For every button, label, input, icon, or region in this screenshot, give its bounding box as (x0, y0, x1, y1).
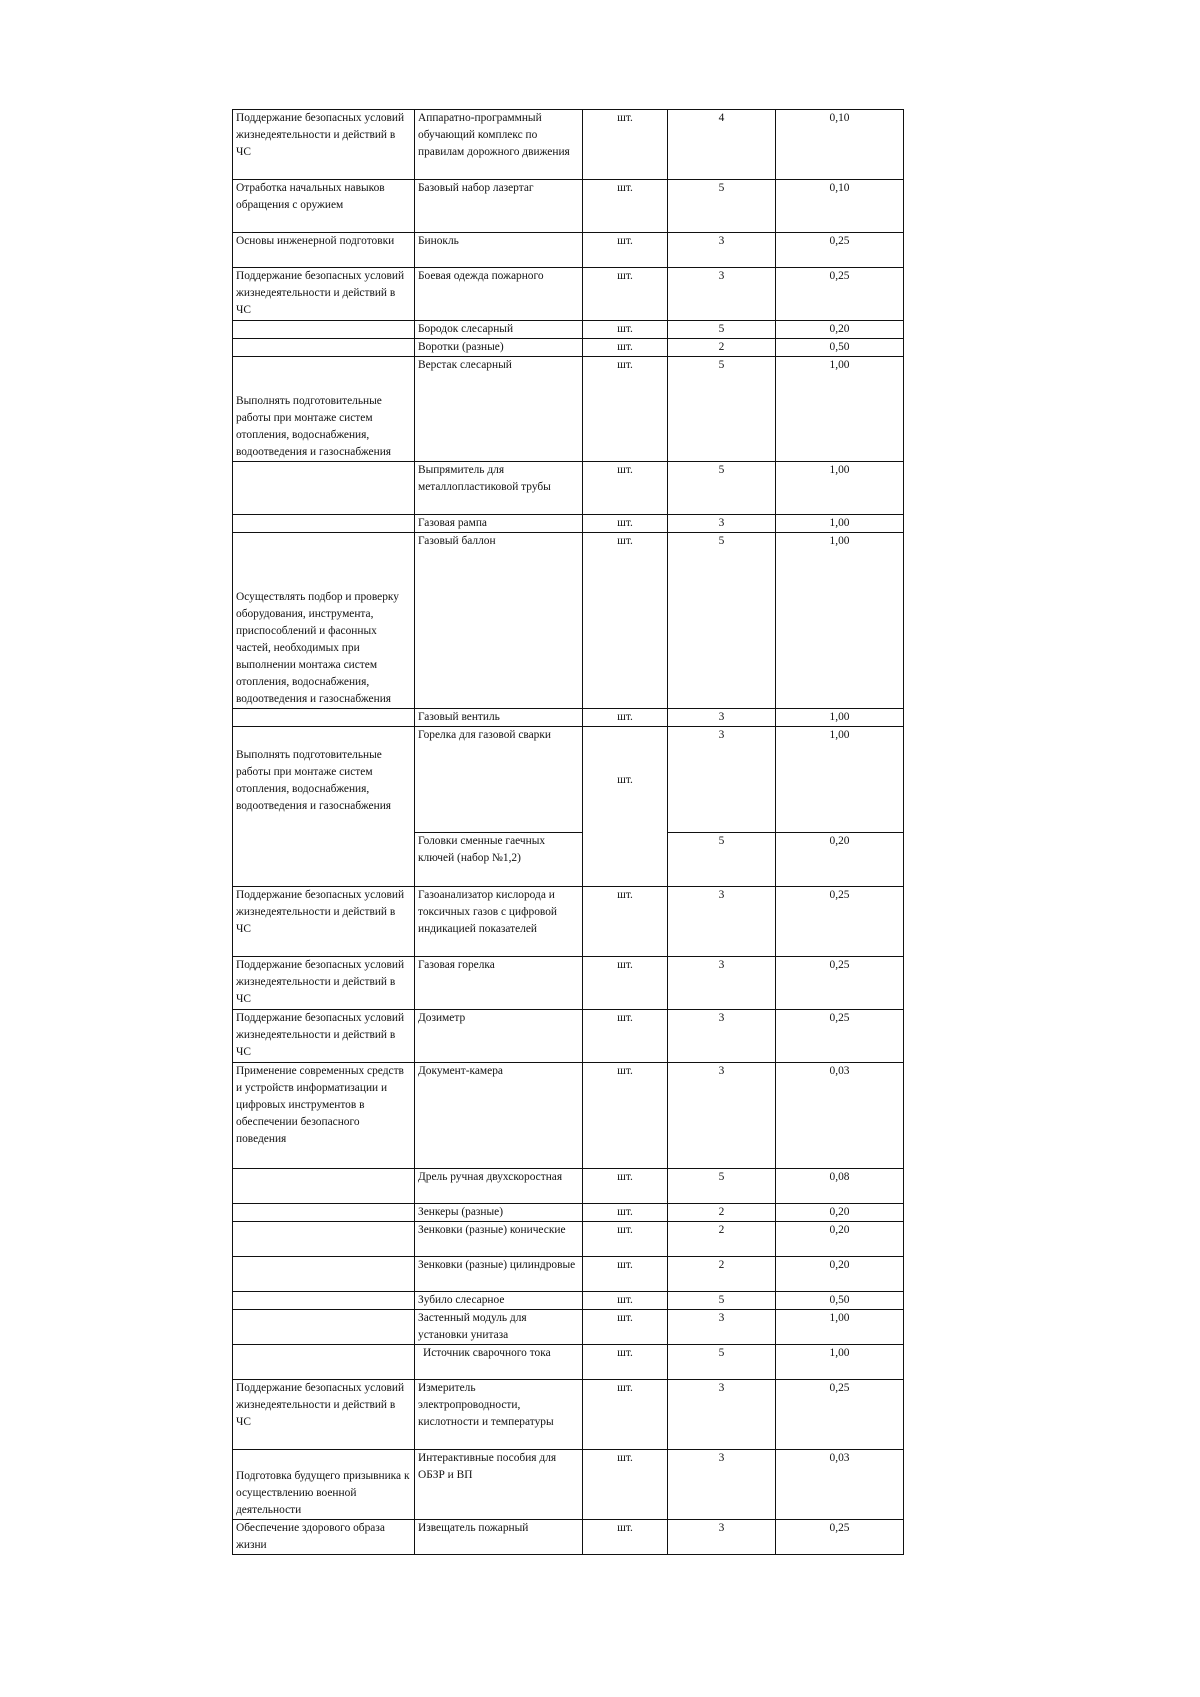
unit-cell: шт. (583, 1063, 668, 1169)
activity-cell: Основы инженерной подготовки (233, 233, 415, 268)
unit-cell: шт. (583, 709, 668, 727)
activity-cell: Поддержание безопасных условий жизнедеятельности и действий в ЧС (233, 957, 415, 1010)
quantity-cell: 3 (668, 957, 776, 1010)
equipment-cell: Газоанализатор кислорода и токсичных газов с цифровой индикацией показателей (415, 887, 583, 957)
table-row (233, 1169, 904, 1204)
table-row (233, 957, 904, 1010)
unit-cell: шт. (583, 180, 668, 233)
equipment-cell: Бородок слесарный (415, 321, 583, 339)
quantity-cell: 5 (668, 1292, 776, 1310)
table-row (233, 1380, 904, 1450)
norm-cell: 0,03 (776, 1063, 904, 1169)
quantity-cell: 5 (668, 180, 776, 233)
norm-cell: 0,08 (776, 1169, 904, 1204)
activity-cell (233, 1169, 415, 1204)
quantity-cell: 3 (668, 1010, 776, 1063)
equipment-cell: Боевая одежда пожарного (415, 268, 583, 321)
activity-cell: Выполнять подготовительные работы при монтаже систем отопления, водоснабжения, водоотведения и газоснабжения (233, 727, 415, 887)
norm-cell: 1,00 (776, 357, 904, 462)
activity-cell: Отработка начальных навыков обращения с оружием (233, 180, 415, 233)
table-row (233, 268, 904, 321)
table-row (233, 321, 904, 339)
norm-cell: 0,20 (776, 833, 904, 887)
table-row (233, 357, 904, 462)
table-row (233, 1010, 904, 1063)
table-row (233, 515, 904, 533)
unit-cell: шт. (583, 268, 668, 321)
norm-cell: 0,20 (776, 1222, 904, 1257)
quantity-cell: 2 (668, 1257, 776, 1292)
equipment-table (232, 109, 904, 1555)
quantity-cell: 4 (668, 110, 776, 180)
equipment-cell: Дрель ручная двухскоростная (415, 1169, 583, 1204)
activity-cell (233, 1204, 415, 1222)
table-row (233, 1292, 904, 1310)
equipment-cell: Документ-камера (415, 1063, 583, 1169)
equipment-cell: Горелка для газовой сварки (415, 727, 583, 833)
equipment-cell: Газовая рампа (415, 515, 583, 533)
activity-cell: Поддержание безопасных условий жизнедеятельности и действий в ЧС (233, 1010, 415, 1063)
unit-cell: шт. (583, 110, 668, 180)
quantity-cell: 3 (668, 1380, 776, 1450)
equipment-cell: Газовый баллон (415, 533, 583, 709)
norm-cell: 0,25 (776, 887, 904, 957)
activity-cell (233, 321, 415, 339)
quantity-cell: 5 (668, 462, 776, 515)
norm-cell: 0,25 (776, 1380, 904, 1450)
equipment-cell: Зенковки (разные) цилиндровые (415, 1257, 583, 1292)
norm-cell: 1,00 (776, 709, 904, 727)
table-row (233, 233, 904, 268)
norm-cell: 0,03 (776, 1450, 904, 1520)
quantity-cell: 5 (668, 321, 776, 339)
unit-cell: шт. (583, 1010, 668, 1063)
norm-cell: 1,00 (776, 462, 904, 515)
equipment-cell: Верстак слесарный (415, 357, 583, 462)
activity-cell (233, 709, 415, 727)
table-row (233, 1204, 904, 1222)
unit-cell: шт. (583, 339, 668, 357)
quantity-cell: 3 (668, 1520, 776, 1555)
quantity-cell: 3 (668, 268, 776, 321)
equipment-cell: Застенный модуль для установки унитаза (415, 1310, 583, 1345)
equipment-cell: Извещатель пожарный (415, 1520, 583, 1555)
norm-cell: 0,20 (776, 1204, 904, 1222)
unit-cell: шт. (583, 357, 668, 462)
quantity-cell: 3 (668, 709, 776, 727)
norm-cell: 0,25 (776, 233, 904, 268)
norm-cell: 1,00 (776, 727, 904, 833)
activity-cell: Поддержание безопасных условий жизнедеятельности и действий в ЧС (233, 110, 415, 180)
table-row (233, 339, 904, 357)
quantity-cell: 2 (668, 1204, 776, 1222)
norm-cell: 0,50 (776, 339, 904, 357)
quantity-cell: 3 (668, 515, 776, 533)
norm-cell: 0,50 (776, 1292, 904, 1310)
table-row (233, 1450, 904, 1520)
activity-cell (233, 462, 415, 515)
norm-cell: 0,25 (776, 268, 904, 321)
table-row (233, 462, 904, 515)
equipment-cell: Аппаратно-программный обучающий комплекс по правилам дорожного движения (415, 110, 583, 180)
equipment-cell: Бинокль (415, 233, 583, 268)
equipment-cell: Измеритель электропроводности, кислотности и температуры (415, 1380, 583, 1450)
norm-cell: 0,10 (776, 110, 904, 180)
table-row (233, 110, 904, 180)
table-row (233, 887, 904, 957)
unit-cell: шт. (583, 957, 668, 1010)
equipment-cell: Выпрямитель для металлопластиковой трубы (415, 462, 583, 515)
quantity-cell: 3 (668, 887, 776, 957)
table-row (233, 1310, 904, 1345)
quantity-cell: 5 (668, 833, 776, 887)
activity-cell (233, 1310, 415, 1345)
norm-cell: 1,00 (776, 1345, 904, 1380)
equipment-cell: Источник сварочного тока (415, 1345, 583, 1380)
norm-cell: 1,00 (776, 533, 904, 709)
unit-cell: шт. (583, 1450, 668, 1520)
table-row (233, 1345, 904, 1380)
equipment-cell: Зенкеры (разные) (415, 1204, 583, 1222)
equipment-cell: Дозиметр (415, 1010, 583, 1063)
unit-cell: шт. (583, 1310, 668, 1345)
unit-cell: шт. (583, 533, 668, 709)
quantity-cell: 5 (668, 1345, 776, 1380)
table-row (233, 1257, 904, 1292)
norm-cell: 0,10 (776, 180, 904, 233)
unit-cell: шт. (583, 321, 668, 339)
activity-cell: Осуществлять подбор и проверку оборудования, инструмента, приспособлений и фасонных частей, необходимых при выполнении монтажа систем отопления, водоснабжения, водоотведения и газоснабжения (233, 533, 415, 709)
unit-cell: шт. (583, 1169, 668, 1204)
activity-cell: Выполнять подготовительные работы при монтаже систем отопления, водоснабжения, водоотведения и газоснабжения (233, 357, 415, 462)
quantity-cell: 3 (668, 1063, 776, 1169)
quantity-cell: 3 (668, 727, 776, 833)
activity-cell (233, 1257, 415, 1292)
norm-cell: 1,00 (776, 515, 904, 533)
unit-cell: шт. (583, 1204, 668, 1222)
activity-cell (233, 1345, 415, 1380)
equipment-cell: Воротки (разные) (415, 339, 583, 357)
unit-cell: шт. (583, 1222, 668, 1257)
table-row (233, 1222, 904, 1257)
equipment-cell: Интерактивные пособия для ОБЗР и ВП (415, 1450, 583, 1520)
equipment-cell: Головки сменные гаечных ключей (набор №1,2) (415, 833, 583, 887)
table-row (233, 180, 904, 233)
activity-cell: Поддержание безопасных условий жизнедеятельности и действий в ЧС (233, 1380, 415, 1450)
unit-cell: шт. (583, 1345, 668, 1380)
activity-cell (233, 1222, 415, 1257)
equipment-cell: Зубило слесарное (415, 1292, 583, 1310)
quantity-cell: 3 (668, 1310, 776, 1345)
unit-cell: шт. (583, 1257, 668, 1292)
table-row (233, 1520, 904, 1555)
equipment-cell: Зенковки (разные) конические (415, 1222, 583, 1257)
norm-cell: 0,25 (776, 1520, 904, 1555)
activity-cell (233, 515, 415, 533)
quantity-cell: 5 (668, 533, 776, 709)
activity-cell: Подготовка будущего призывника к осуществлению военной деятельности (233, 1450, 415, 1520)
table-row (233, 533, 904, 709)
activity-cell: Поддержание безопасных условий жизнедеятельности и действий в ЧС (233, 887, 415, 957)
unit-cell: шт. (583, 727, 668, 887)
activity-cell: Поддержание безопасных условий жизнедеятельности и действий в ЧС (233, 268, 415, 321)
equipment-cell: Газовая горелка (415, 957, 583, 1010)
norm-cell: 0,20 (776, 321, 904, 339)
equipment-cell: Газовый вентиль (415, 709, 583, 727)
quantity-cell: 3 (668, 233, 776, 268)
unit-cell: шт. (583, 1380, 668, 1450)
unit-cell: шт. (583, 515, 668, 533)
norm-cell: 0,25 (776, 1010, 904, 1063)
table-row (233, 1063, 904, 1169)
table-row (233, 709, 904, 727)
quantity-cell: 5 (668, 357, 776, 462)
unit-cell: шт. (583, 887, 668, 957)
activity-cell: Применение современных средств и устройств информатизации и цифровых инструментов в обеспечении безопасного поведения (233, 1063, 415, 1169)
activity-cell: Обеспечение здорового образа жизни (233, 1520, 415, 1555)
norm-cell: 1,00 (776, 1310, 904, 1345)
quantity-cell: 3 (668, 1450, 776, 1520)
activity-cell (233, 1292, 415, 1310)
activity-cell (233, 339, 415, 357)
equipment-cell: Базовый набор лазертаг (415, 180, 583, 233)
norm-cell: 0,25 (776, 957, 904, 1010)
quantity-cell: 5 (668, 1169, 776, 1204)
quantity-cell: 2 (668, 339, 776, 357)
unit-cell: шт. (583, 1292, 668, 1310)
table-row (233, 727, 904, 833)
norm-cell: 0,20 (776, 1257, 904, 1292)
unit-cell: шт. (583, 462, 668, 515)
unit-cell: шт. (583, 233, 668, 268)
unit-cell: шт. (583, 1520, 668, 1555)
quantity-cell: 2 (668, 1222, 776, 1257)
